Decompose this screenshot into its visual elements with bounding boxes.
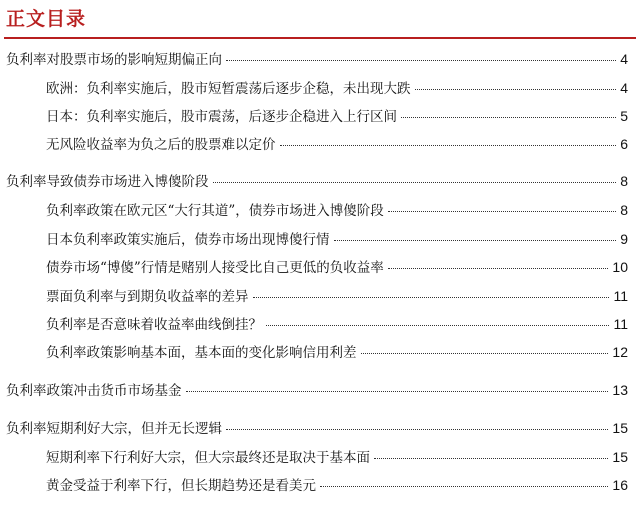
toc-page-number: 6 [620,136,628,152]
toc-entry-title: 负利率政策影响基本面，基本面的变化影响信用利差 [46,345,357,361]
toc-entry-title: 票面负利率与到期负收益率的差异 [46,289,249,305]
toc-dot-leader [361,353,609,354]
toc-entry-title: 债券市场“博傻”行情是赌别人接受比自己更低的负收益率 [46,260,384,276]
toc-section-entry[interactable] [46,135,628,154]
toc-entry-title: 欧洲：负利率实施后，股市短暂震荡后逐步企稳，未出现大跌 [46,81,411,97]
toc-chapter-entry[interactable] [6,419,628,438]
toc-dot-leader [226,60,616,61]
title-divider [4,37,636,39]
toc-entry-title: 负利率短期利好大宗，但并无长逻辑 [6,421,222,437]
toc-dot-leader [374,458,608,459]
toc-dot-leader [266,325,609,326]
toc-entry-title: 日本负利率政策实施后，债券市场出现博傻行情 [46,232,330,248]
toc-chapter-entry[interactable] [6,381,628,400]
toc-chapter-entry[interactable] [6,50,628,69]
toc-entry-title: 无风险收益率为负之后的股票难以定价 [46,137,276,153]
toc-dot-leader [415,89,617,90]
toc-section-entry[interactable] [46,230,628,249]
toc-page-number: 4 [620,51,628,67]
toc-page-number: 15 [612,449,628,465]
toc-page-number: 10 [612,259,628,275]
toc-section-entry[interactable] [46,287,628,306]
toc-page-number: 5 [620,108,628,124]
toc-page-number: 8 [620,173,628,189]
page-title: 正文目录 [6,8,87,30]
toc-dot-leader [226,429,608,430]
toc-section-entry[interactable] [46,448,628,467]
toc-entry-title: 短期利率下行利好大宗，但大宗最终还是取决于基本面 [46,450,370,466]
toc-dot-leader [253,297,610,298]
toc-section-entry[interactable] [46,201,628,220]
toc-chapter-entry[interactable] [6,172,628,191]
toc-entry-title: 黄金受益于利率下行，但长期趋势还是看美元 [46,478,316,494]
toc-section-entry[interactable] [46,476,628,495]
toc-section-entry[interactable] [46,258,628,277]
toc-section-entry[interactable] [46,79,628,98]
toc-page-number: 15 [612,420,628,436]
toc-page-number: 12 [612,344,628,360]
toc-section-entry[interactable] [46,315,628,334]
toc-section-entry[interactable] [46,343,628,362]
toc-page-number: 9 [620,231,628,247]
toc-page-number: 8 [620,202,628,218]
toc-entry-title: 负利率对股票市场的影响短期偏正向 [6,52,222,68]
toc-page-number: 11 [613,316,628,332]
toc-page-number: 11 [613,288,628,304]
toc-entry-title: 负利率导致债券市场进入博傻阶段 [6,174,209,190]
toc-page-number: 13 [612,382,628,398]
toc-entry-title: 日本：负利率实施后，股市震荡，后逐步企稳进入上行区间 [46,109,397,125]
toc-dot-leader [186,391,609,392]
toc-dot-leader [334,240,617,241]
toc-page-number: 4 [620,80,628,96]
toc-dot-leader [388,268,609,269]
toc-entry-title: 负利率是否意味着收益率曲线倒挂？ [46,317,262,333]
toc-dot-leader [320,486,608,487]
toc-entry-title: 负利率政策在欧元区“大行其道”，债券市场进入博傻阶段 [46,203,384,219]
toc-dot-leader [213,182,617,183]
toc-section-entry[interactable] [46,107,628,126]
toc-dot-leader [280,145,617,146]
toc-entry-title: 负利率政策冲击货币市场基金 [6,383,182,399]
toc-dot-leader [388,211,616,212]
toc-dot-leader [401,117,616,118]
toc-page-number: 16 [612,477,628,493]
